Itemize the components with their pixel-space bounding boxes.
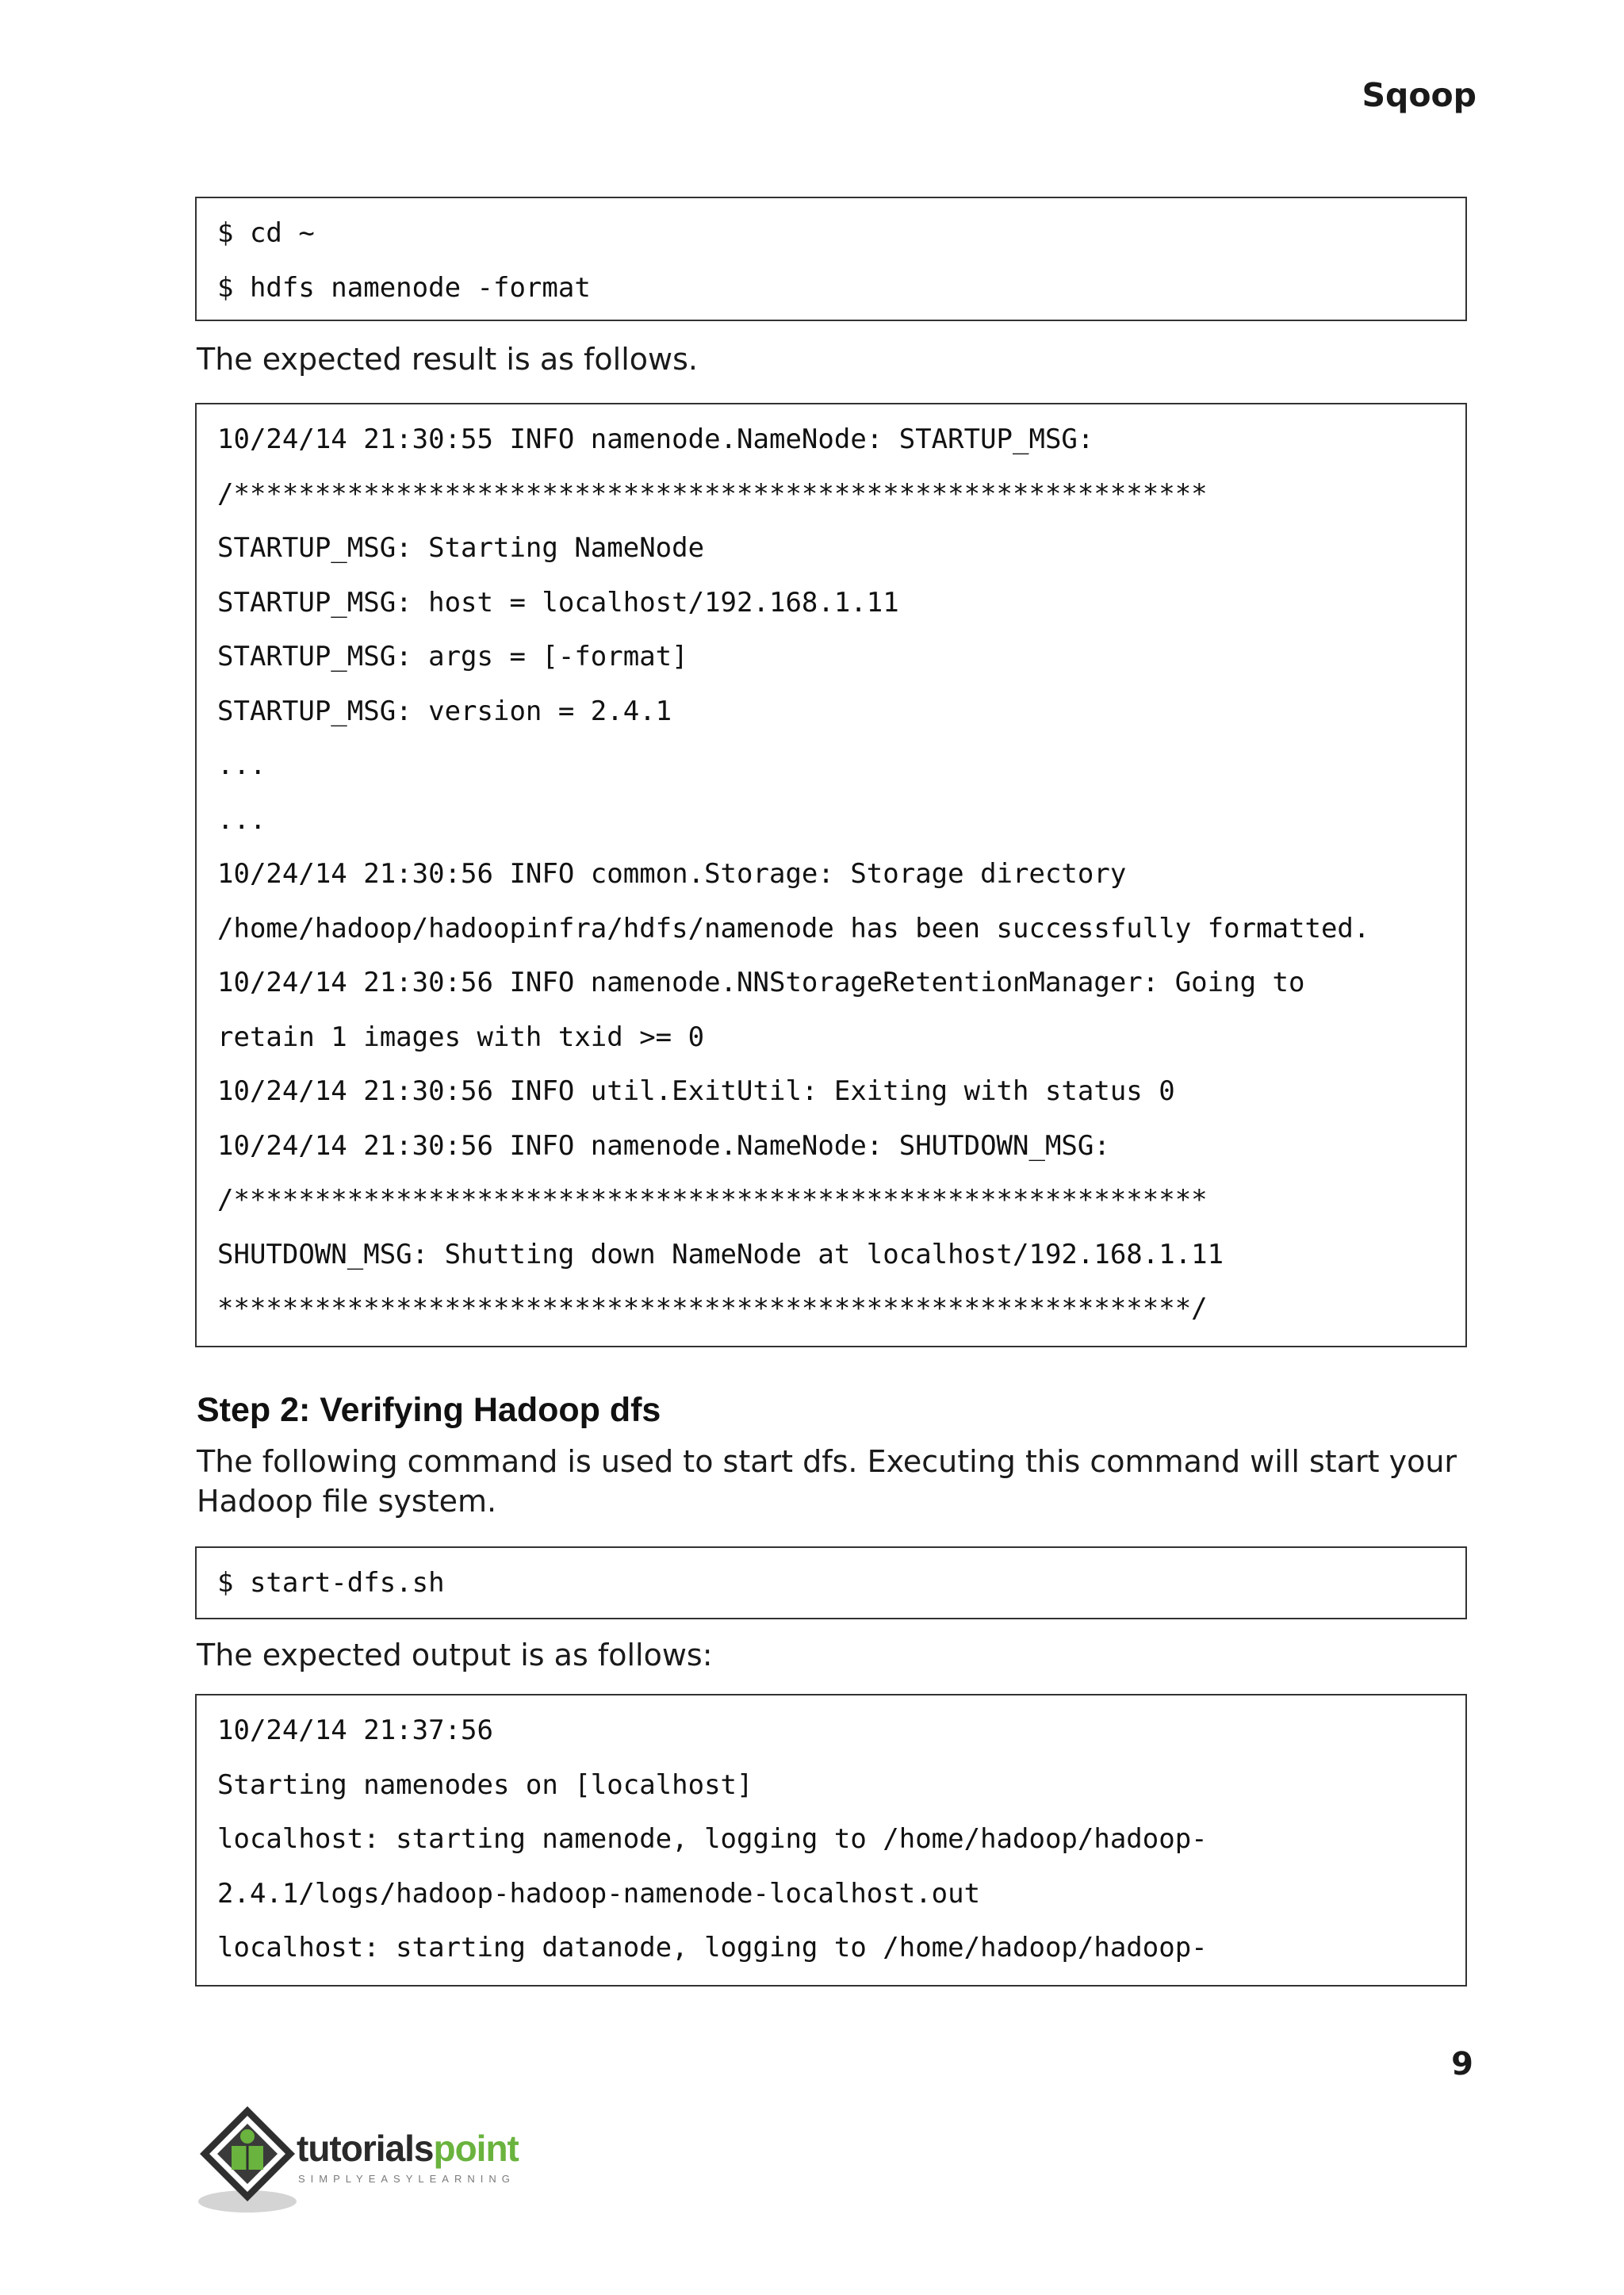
code-line: 10/24/14 21:30:56 INFO namenode.NNStorageRetentionManager: Going to	[217, 967, 1305, 998]
expected-output-text: The expected output is as follows:	[197, 1638, 713, 1672]
logo-word-part-2: point	[433, 2128, 519, 2169]
code-line: $ hdfs namenode -format	[217, 271, 591, 304]
expected-result-text: The expected result is as follows.	[197, 342, 698, 377]
code-line: STARTUP_MSG: host = localhost/192.168.1.11	[217, 586, 899, 619]
tutorialspoint-logo	[195, 2100, 560, 2219]
code-line: STARTUP_MSG: version = 2.4.1	[217, 695, 672, 727]
code-line: $ cd ~	[217, 217, 315, 249]
code-line: Starting namenodes on [localhost]	[217, 1768, 753, 1801]
logo-wordmark	[297, 2127, 519, 2170]
code-line: retain 1 images with txid >= 0	[217, 1021, 705, 1053]
running-header: Sqoop	[1362, 76, 1477, 114]
code-line: ...	[217, 749, 266, 781]
code-line: /************************************************************	[217, 477, 1208, 510]
code-line: localhost: starting datanode, logging to /home/hadoop/hadoop-	[217, 1932, 1208, 1964]
code-block-format-output	[195, 403, 1467, 1347]
code-block-start-dfs	[195, 1546, 1467, 1619]
code-line: 2.4.1/logs/hadoop-hadoop-namenode-localhost.out	[217, 1877, 981, 1910]
code-block-dfs-output	[195, 1694, 1467, 1987]
code-line: STARTUP_MSG: Starting NameNode	[217, 532, 705, 564]
code-line: STARTUP_MSG: args = [-format]	[217, 641, 688, 672]
code-line: 10/24/14 21:30:56 INFO common.Storage: Storage directory	[217, 858, 1127, 890]
code-line: ************************************************************/	[217, 1293, 1208, 1324]
code-line: 10/24/14 21:30:55 INFO namenode.NameNode: STARTUP_MSG:	[217, 423, 1094, 455]
code-line: /home/hadoop/hadoopinfra/hdfs/namenode has been successfully formatted.	[217, 912, 1370, 944]
section-paragraph: The following command is used to start dfs. Executing this command will start your Hadoop file system.	[197, 1444, 1457, 1519]
code-line: ...	[217, 803, 266, 836]
code-line: $ start-dfs.sh	[217, 1567, 445, 1599]
code-line: 10/24/14 21:30:56 INFO namenode.NameNode: SHUTDOWN_MSG:	[217, 1129, 1110, 1162]
logo-tagline: SIMPLYEASYLEARNING	[298, 2173, 515, 2185]
code-line: 10/24/14 21:37:56	[217, 1715, 493, 1746]
code-line: 10/24/14 21:30:56 INFO util.ExitUtil: Exiting with status 0	[217, 1075, 1175, 1107]
code-block-commands	[195, 197, 1467, 321]
code-line: SHUTDOWN_MSG: Shutting down NameNode at localhost/192.168.1.11	[217, 1238, 1224, 1270]
code-line: localhost: starting namenode, logging to /home/hadoop/hadoop-	[217, 1823, 1208, 1855]
section-heading: Step 2: Verifying Hadoop dfs	[197, 1391, 661, 1429]
logo-mark-icon	[195, 2100, 306, 2219]
page-number: 9	[1451, 2046, 1473, 2082]
logo-word-part-1: tutorials	[297, 2128, 434, 2169]
code-line: /************************************************************	[217, 1184, 1208, 1216]
